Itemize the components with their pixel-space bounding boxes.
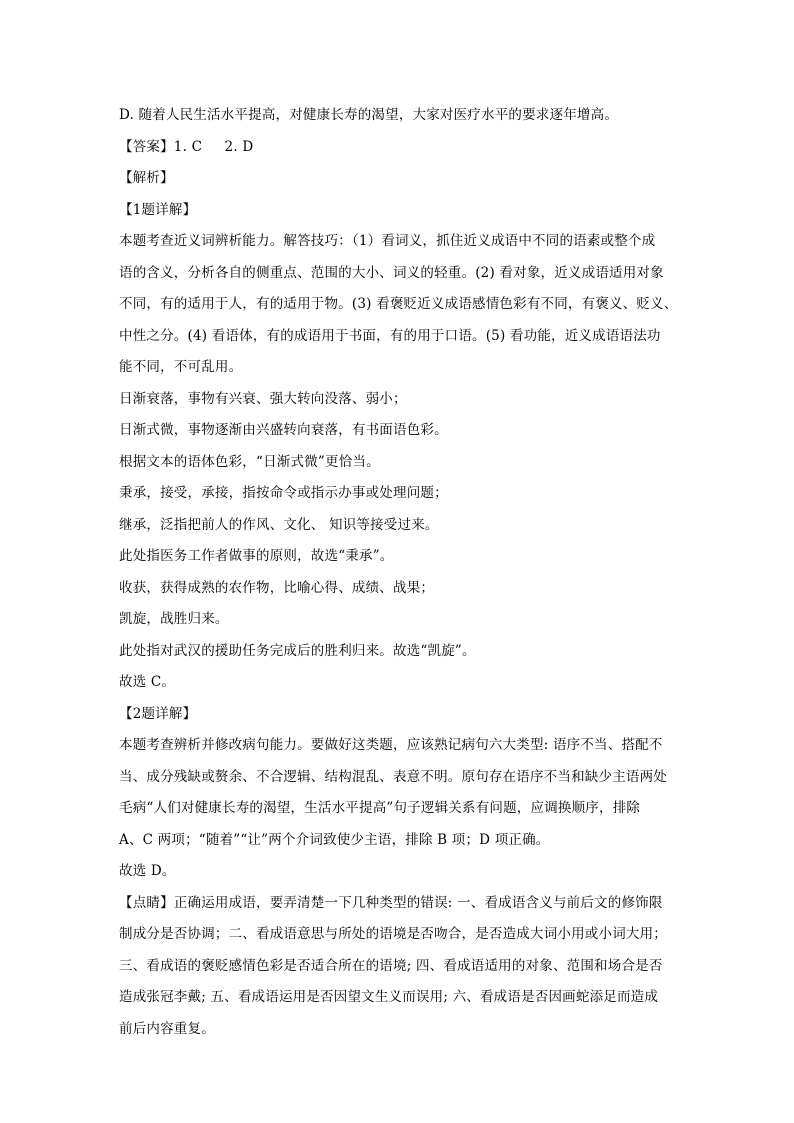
q1-paragraph-line: 本题考查近义词辨析能力。解答技巧：（1）看词义，抓住近义成语中不同的语素或整个成 — [119, 233, 656, 249]
explanation-line: 此处指对武汉的援助任务完成后的胜利归来。故选“凯旋”。 — [119, 642, 476, 659]
q1-paragraph-line: 中性之分。(4) 看语体，有的成语用于书面，有的用于口语。(5) 看功能，近义成语语法功 — [119, 327, 661, 344]
tips-paragraph-line: 制成分是否协调；二、看成语意思与所处的语境是否吻合，是否造成大词小用或小词大用； — [119, 926, 667, 942]
q2-paragraph-line: A、C 两项；“随着”“让”两个介词致使少主语，排除 B 项；D 项正确。 — [119, 831, 550, 848]
q2-paragraph-line: 毛病“人们对健康长寿的渴望，生活水平提高”句子逻辑关系有问题，应调换顺序，排除 — [119, 800, 641, 816]
document-body — [119, 100, 679, 1045]
explanation-line: 根据文本的语体色彩，“日渐式微”更恰当。 — [119, 453, 380, 470]
explanation-line: 此处指医务工作者做事的原则，故选“秉承”。 — [119, 548, 394, 564]
explanation-line: 凯旋，战胜归来。 — [119, 611, 229, 627]
q2-conclusion: 故选 D。 — [119, 863, 176, 879]
explanation-line: 日渐式微，事物逐渐由兴盛转向衰落，有书面语色彩。 — [119, 422, 448, 438]
analysis-heading: 【解析】 — [119, 170, 174, 186]
q2-paragraph-line: 当、成分残缺或赘余、不合逻辑、结构混乱、表意不明。原句存在语序不当和缺少主语两处 — [119, 768, 667, 785]
q2-detail-heading: 【2题详解】 — [119, 705, 197, 722]
q1-detail-heading: 【1题详解】 — [119, 201, 197, 218]
option-d-text: D. 随着人民生活水平提高，对健康长寿的渴望，大家对医疗水平的要求逐年增高。 — [119, 107, 619, 123]
explanation-line: 秉承，接受，承接，指按命令或指示办事或处理问题； — [119, 485, 448, 501]
q1-paragraph-line: 不同，有的适用于人，有的适用于物。(3) 看褒贬近义成语感情色彩有不同，有褒义、贬义、 — [119, 296, 678, 312]
explanation-line: 日渐衰落，事物有兴衰、强大转向没落、弱小； — [119, 390, 407, 407]
tips-paragraph-line: 前后内容重复。 — [119, 1020, 215, 1037]
q2-paragraph-line: 本题考查辨析并修改病句能力。要做好这类题，应该熟记病句六大类型: 语序不当、搭配不 — [119, 737, 663, 753]
tips-paragraph-line: 【点睛】正确运用成语，要弄清楚一下几种类型的错误: 一、看成语含义与前后文的修饰限 — [119, 894, 663, 911]
q1-paragraph-line: 能不同，不可乱用。 — [119, 359, 243, 375]
explanation-line: 收获，获得成熟的农作物，比喻心得、成绩、战果； — [119, 579, 435, 596]
tips-paragraph-line: 造成张冠李戴; 五、看成语运用是否因望文生义而误用; 六、看成语是否因画蛇添足而造成 — [119, 989, 659, 1005]
tips-paragraph-line: 三、看成语的褒贬感情色彩是否适合所在的语境; 四、看成语适用的对象、范围和场合是否 — [119, 957, 663, 974]
q1-paragraph-line: 语的含义，分析各自的侧重点、范围的大小、词义的轻重。(2) 看对象，近义成语适用对象 — [119, 264, 664, 281]
q1-conclusion: 故选 C。 — [119, 674, 176, 690]
explanation-line: 继承，泛指把前人的作风、文化、 知识等接受过来。 — [119, 516, 439, 533]
answer-line: 【答案】1. C 2. D — [119, 138, 254, 155]
